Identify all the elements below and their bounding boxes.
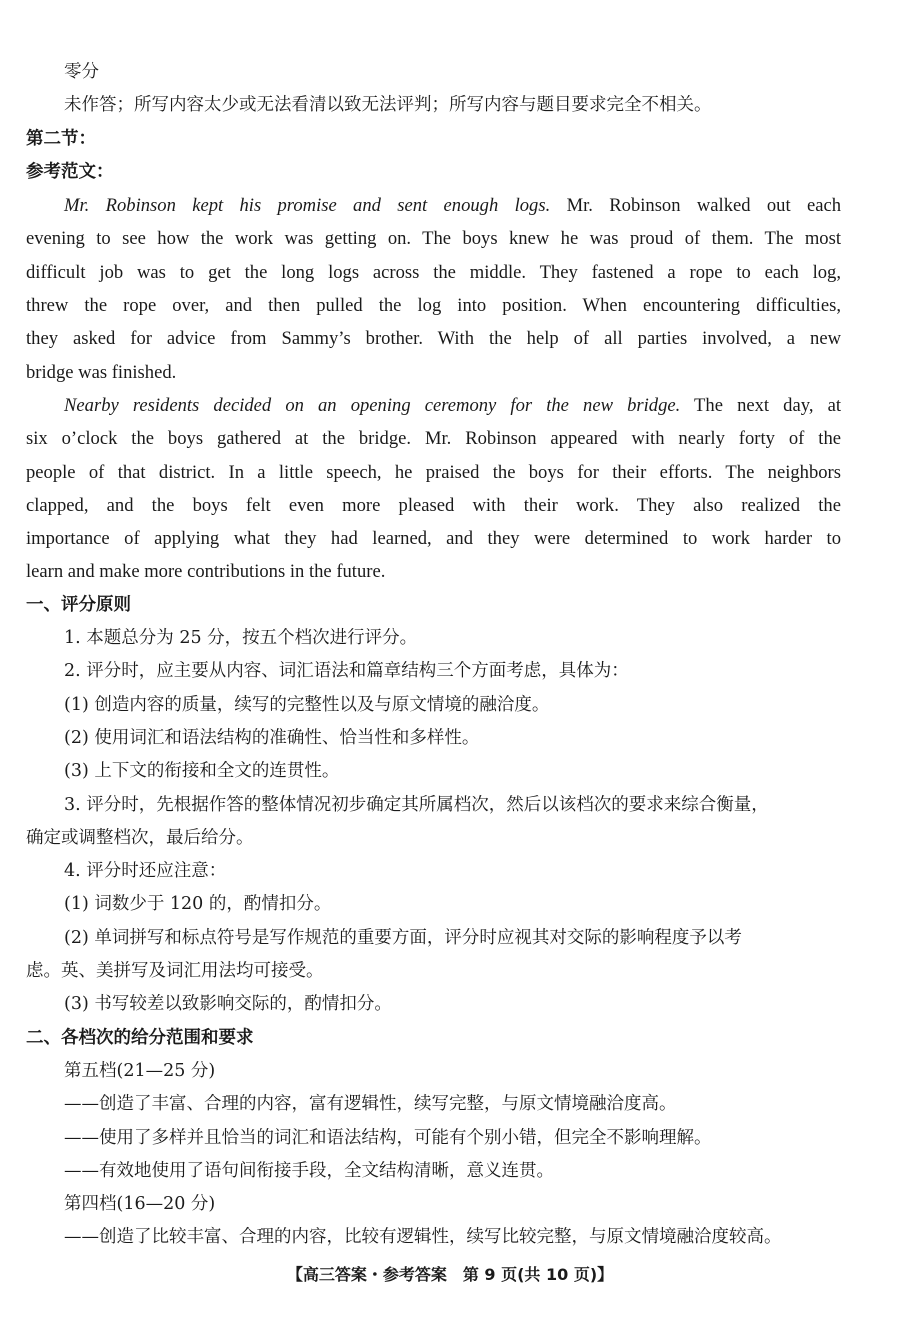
- level-4-item-a: ——创造了比较丰富、合理的内容，比较有逻辑性，续写比较完整，与原文情境融洽度较高。: [64, 1227, 782, 1248]
- principle-2-b: (2) 使用词汇和语法结构的准确性、恰当性和多样性。: [64, 727, 480, 748]
- principle-4-c: (3) 书写较差以致影响交际的，酌情扣分。: [64, 994, 392, 1015]
- essay-p2-line5: importance of applying what they had learned, and they were determined to work harder to: [26, 528, 841, 550]
- essay-p2-line3: people of that district. In a little speech, he praised the boys for their efforts. The neighbors: [26, 461, 841, 483]
- essay-paragraph-2: [26, 389, 841, 589]
- sample-essay-title: 参考范文：: [26, 161, 114, 182]
- essay-paragraph-1: [26, 189, 841, 389]
- zero-score-desc: 未作答；所写内容太少或无法看清以致无法评判；所写内容与题目要求完全不相关。: [64, 95, 712, 116]
- essay-p1-line1-rest: Mr. Robinson walked out each: [550, 195, 842, 217]
- principle-2-c: (3) 上下文的衔接和全文的连贯性。: [64, 761, 340, 782]
- level-5-item-c: ——有效地使用了语句间衔接手段，全文结构清晰，意义连贯。: [64, 1160, 554, 1181]
- level-5-title: 第五档(21—25 分): [64, 1060, 216, 1081]
- principle-2-a: (1) 创造内容的质量，续写的完整性以及与原文情境的融洽度。: [64, 694, 550, 715]
- level-5-item-a: ——创造了丰富、合理的内容，富有逻辑性，续写完整，与原文情境融洽度高。: [64, 1094, 677, 1115]
- essay-p1-lead: Mr. Robinson kept his promise and sent enough logs.: [64, 195, 551, 217]
- principle-4-a: (1) 词数少于 120 的，酌情扣分。: [64, 894, 332, 915]
- principle-3-line1: 3. 评分时，先根据作答的整体情况初步确定其所属档次，然后以该档次的要求来综合衡量，: [64, 794, 769, 815]
- essay-p2-line4: clapped, and the boys felt even more pleased with their work. They also realized the: [26, 494, 841, 516]
- section-two-title: 第二节：: [26, 128, 96, 149]
- essay-p1-line2: evening to see how the work was getting on. The boys knew he was proud of them. The most: [26, 228, 841, 250]
- essay-p1-line6: bridge was finished.: [26, 361, 177, 383]
- essay-p1-line5: they asked for advice from Sammy’s brother. With the help of all parties involved, a new: [26, 328, 841, 350]
- essay-p2-line1: [26, 389, 841, 422]
- principle-2: 2. 评分时，应主要从内容、词汇语法和篇章结构三个方面考虑，具体为：: [64, 661, 629, 682]
- essay-p2-line1-rest: The next day, at: [680, 394, 841, 416]
- essay-p2-line2: six o’clock the boys gathered at the bridge. Mr. Robinson appeared with nearly forty of the: [26, 428, 841, 450]
- level-5-item-b: ——使用了多样并且恰当的词汇和语法结构，可能有个别小错，但完全不影响理解。: [64, 1127, 712, 1148]
- principle-1: 1. 本题总分为 25 分，按五个档次进行评分。: [64, 628, 418, 649]
- levels-title: 二、各档次的给分范围和要求: [26, 1027, 254, 1048]
- principle-4-b-line2: 虑。英、美拼写及词汇用法均可接受。: [26, 961, 324, 982]
- essay-p2-lead: Nearby residents decided on an opening ceremony for the new bridge.: [64, 394, 681, 416]
- principles-title: 一、评分原则: [26, 594, 131, 615]
- essay-p2-line6: learn and make more contributions in the future.: [26, 561, 386, 583]
- level-4-title: 第四档(16—20 分): [64, 1194, 216, 1215]
- zero-score-label: 零分: [64, 62, 99, 82]
- essay-p1-line4: threw the rope over, and then pulled the log into position. When encountering difficulties,: [26, 295, 841, 317]
- principle-4-b-line1: (2) 单词拼写和标点符号是写作规范的重要方面，评分时应视其对交际的影响程度予以考: [64, 927, 742, 948]
- principle-3-line2: 确定或调整档次，最后给分。: [26, 827, 254, 848]
- page-footer: 【高三答案・参考答案 第 9 页(共 10 页)】: [286, 1265, 614, 1284]
- essay-p1-line1: [26, 189, 841, 222]
- document-page: [26, 56, 841, 1255]
- principle-4: 4. 评分时还应注意：: [64, 861, 227, 882]
- essay-p1-line3: difficult job was to get the long logs across the middle. They fastened a rope to each log,: [26, 261, 841, 283]
